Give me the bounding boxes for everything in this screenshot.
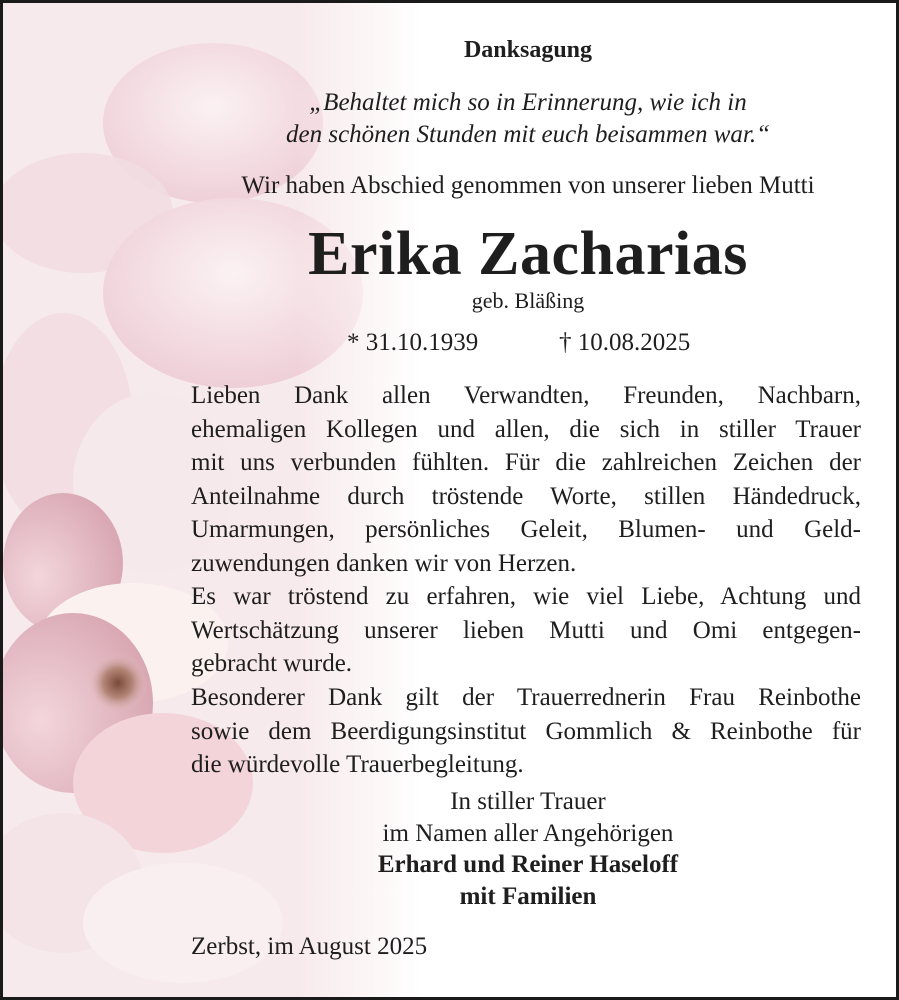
- paragraph-line: sowie dem Beerdigungsinstitut Gommlich & Reinbothe für: [191, 717, 861, 745]
- place-date: Zerbst, im August 2025: [191, 933, 428, 960]
- paragraph-line: Anteilnahme durch tröstende Worte, stillen Händedruck,: [191, 482, 861, 510]
- paragraph-line: mit uns verbunden fühlten. Für die zahlreichen Zeichen der: [191, 449, 861, 476]
- death-date: † 10.08.2025: [559, 329, 691, 356]
- paragraph-line: Besonderer Dank gilt der Trauerrednerin Frau Reinbothe: [191, 684, 861, 711]
- notice-text: [3, 3, 899, 1000]
- quote-line: den schönen Stunden mit euch beisammen war.“: [286, 121, 770, 148]
- signature-line: im Namen aller Angehörigen: [382, 820, 674, 847]
- deceased-name: Erika Zacharias: [308, 220, 748, 288]
- paragraph-line: Umarmungen, persönliches Geleit, Blumen- und Geld-: [191, 516, 861, 543]
- mourner-names: Erhard und Reiner Haseloff: [377, 851, 679, 878]
- special-thanks-paragraph: [191, 681, 861, 782]
- paragraph-line: Es war tröstend zu erfahren, wie viel Liebe, Achtung und: [191, 583, 861, 610]
- paragraph-line: zuwendungen danken wir von Herzen.: [191, 549, 577, 577]
- heading: Danksagung: [463, 37, 593, 63]
- paragraph-line: ehemaligen Kollegen und allen, die sich in stiller Trauer: [191, 415, 861, 443]
- mourner-families: mit Familien: [459, 883, 597, 910]
- intro-line: Wir haben Abschied genommen von unserer lieben Mutti: [241, 172, 815, 199]
- signature-line: In stiller Trauer: [450, 788, 606, 815]
- paragraph-line: gebracht wurde.: [191, 650, 353, 677]
- thanks-paragraph: [191, 379, 861, 580]
- paragraph-line: Wertschätzung unserer lieben Mutti und Omi entgegen-: [191, 616, 861, 644]
- birth-name: geb. Bläßing: [471, 288, 585, 313]
- birth-date: * 31.10.1939: [347, 329, 479, 356]
- paragraph-line: Lieben Dank allen Verwandten, Freunden, Nachbarn,: [191, 382, 861, 409]
- quote-line: „Behaltet mich so in Erinnerung, wie ich in: [309, 89, 747, 116]
- paragraph-line: die würdevolle Trauerbegleitung.: [191, 751, 524, 778]
- comfort-paragraph: [191, 580, 861, 681]
